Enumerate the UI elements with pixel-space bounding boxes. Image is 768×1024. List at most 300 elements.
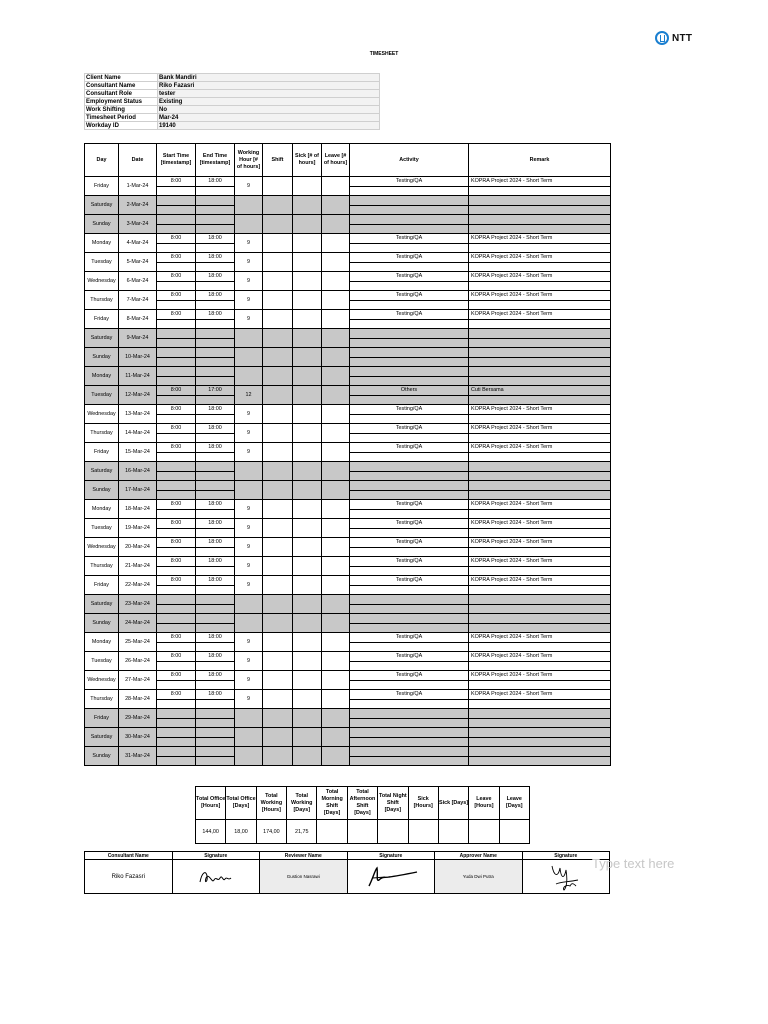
row-working-hours[interactable]	[235, 196, 263, 215]
row-end-time[interactable]	[196, 481, 235, 500]
row-start-time[interactable]	[157, 215, 196, 234]
row-working-hours[interactable]: 9	[235, 557, 263, 576]
row-leave[interactable]	[322, 500, 350, 519]
row-sick[interactable]	[293, 234, 322, 253]
row-sick[interactable]	[293, 709, 322, 728]
row-leave[interactable]	[322, 576, 350, 595]
row-sick[interactable]	[293, 690, 322, 709]
row-remark[interactable]	[469, 709, 611, 728]
row-end-time[interactable]: 18:00	[196, 671, 235, 690]
row-shift[interactable]	[263, 614, 293, 633]
signoff-header: Reviewer Name	[260, 852, 348, 860]
row-start-time[interactable]: 8:00	[157, 519, 196, 538]
row-start-time[interactable]: 8:00	[157, 405, 196, 424]
consultant-name: Riko Fazasri	[85, 860, 173, 894]
timesheet-row	[85, 652, 611, 671]
row-shift[interactable]	[263, 310, 293, 329]
row-start-time[interactable]: 8:00	[157, 253, 196, 272]
row-end-time[interactable]	[196, 215, 235, 234]
row-remark[interactable]	[469, 329, 611, 348]
row-sick[interactable]	[293, 424, 322, 443]
row-remark[interactable]: KOPRA Project 2024 - Short Term	[469, 424, 611, 443]
row-activity[interactable]	[350, 614, 469, 633]
row-date: 27-Mar-24	[119, 671, 157, 690]
row-working-hours[interactable]	[235, 462, 263, 481]
row-date: 13-Mar-24	[119, 405, 157, 424]
row-sick[interactable]	[293, 671, 322, 690]
row-sick[interactable]	[293, 652, 322, 671]
row-end-time[interactable]: 18:00	[196, 652, 235, 671]
row-date: 14-Mar-24	[119, 424, 157, 443]
row-leave[interactable]	[322, 557, 350, 576]
row-activity[interactable]: Testing/QA	[350, 253, 469, 272]
row-remark[interactable]	[469, 215, 611, 234]
row-working-hours[interactable]: 9	[235, 253, 263, 272]
row-start-time[interactable]	[157, 595, 196, 614]
row-remark[interactable]	[469, 614, 611, 633]
row-start-time[interactable]: 8:00	[157, 633, 196, 652]
row-start-time[interactable]: 8:00	[157, 424, 196, 443]
row-remark[interactable]: KOPRA Project 2024 - Short Term	[469, 272, 611, 291]
summary-values-row	[196, 820, 530, 844]
row-working-hours[interactable]	[235, 329, 263, 348]
row-shift[interactable]	[263, 329, 293, 348]
row-activity[interactable]: Testing/QA	[350, 291, 469, 310]
row-remark[interactable]: KOPRA Project 2024 - Short Term	[469, 671, 611, 690]
row-end-time[interactable]: 18:00	[196, 405, 235, 424]
row-end-time[interactable]: 18:00	[196, 557, 235, 576]
row-remark[interactable]: KOPRA Project 2024 - Short Term	[469, 690, 611, 709]
row-leave[interactable]	[322, 614, 350, 633]
row-activity[interactable]: Testing/QA	[350, 519, 469, 538]
info-value: Existing	[158, 98, 380, 106]
row-day: Thursday	[85, 424, 119, 443]
timesheet-row	[85, 595, 611, 614]
row-working-hours[interactable]: 9	[235, 538, 263, 557]
row-shift[interactable]	[263, 272, 293, 291]
row-working-hours[interactable]	[235, 595, 263, 614]
row-sick[interactable]	[293, 310, 322, 329]
row-leave[interactable]	[322, 310, 350, 329]
row-leave[interactable]	[322, 709, 350, 728]
timesheet-row	[85, 709, 611, 728]
row-leave[interactable]	[322, 177, 350, 196]
row-activity[interactable]: Testing/QA	[350, 500, 469, 519]
row-shift[interactable]	[263, 576, 293, 595]
row-sick[interactable]	[293, 196, 322, 215]
row-start-time[interactable]: 8:00	[157, 443, 196, 462]
row-day: Sunday	[85, 215, 119, 234]
row-day: Monday	[85, 234, 119, 253]
row-end-time[interactable]: 18:00	[196, 310, 235, 329]
row-end-time[interactable]: 18:00	[196, 177, 235, 196]
row-leave[interactable]	[322, 272, 350, 291]
row-start-time[interactable]: 8:00	[157, 291, 196, 310]
row-working-hours[interactable]: 9	[235, 310, 263, 329]
timesheet-row	[85, 234, 611, 253]
row-end-time[interactable]	[196, 329, 235, 348]
row-shift[interactable]	[263, 462, 293, 481]
row-leave[interactable]	[322, 329, 350, 348]
signoff-header: Signature	[172, 852, 260, 860]
row-shift[interactable]	[263, 291, 293, 310]
row-working-hours[interactable]: 9	[235, 690, 263, 709]
row-leave[interactable]	[322, 386, 350, 405]
row-leave[interactable]	[322, 348, 350, 367]
row-activity[interactable]: Testing/QA	[350, 538, 469, 557]
row-start-time[interactable]	[157, 329, 196, 348]
info-label: Workday ID	[85, 122, 158, 130]
timesheet-row	[85, 196, 611, 215]
row-shift[interactable]	[263, 690, 293, 709]
row-activity[interactable]: Testing/QA	[350, 633, 469, 652]
signoff-header: Signature	[522, 852, 610, 860]
row-activity[interactable]	[350, 728, 469, 747]
row-activity[interactable]: Testing/QA	[350, 443, 469, 462]
row-sick[interactable]	[293, 348, 322, 367]
row-day: Wednesday	[85, 272, 119, 291]
row-working-hours[interactable]	[235, 614, 263, 633]
row-sick[interactable]	[293, 462, 322, 481]
row-activity[interactable]: Testing/QA	[350, 576, 469, 595]
row-shift[interactable]	[263, 595, 293, 614]
row-shift[interactable]	[263, 557, 293, 576]
row-sick[interactable]	[293, 177, 322, 196]
document-title: TIMESHEET	[369, 51, 399, 57]
row-sick[interactable]	[293, 253, 322, 272]
row-activity[interactable]	[350, 367, 469, 386]
row-working-hours[interactable]: 9	[235, 671, 263, 690]
row-start-time[interactable]: 8:00	[157, 671, 196, 690]
row-sick[interactable]	[293, 481, 322, 500]
ntt-logo	[655, 30, 701, 46]
row-day: Saturday	[85, 462, 119, 481]
row-sick[interactable]	[293, 405, 322, 424]
row-activity[interactable]: Testing/QA	[350, 557, 469, 576]
row-sick[interactable]	[293, 500, 322, 519]
row-leave[interactable]	[322, 253, 350, 272]
info-label: Consultant Name	[85, 82, 158, 90]
row-sick[interactable]	[293, 272, 322, 291]
row-working-hours[interactable]	[235, 747, 263, 766]
row-end-time[interactable]: 18:00	[196, 576, 235, 595]
row-remark[interactable]	[469, 196, 611, 215]
row-start-time[interactable]	[157, 747, 196, 766]
row-sick[interactable]	[293, 329, 322, 348]
row-shift[interactable]	[263, 443, 293, 462]
row-end-time[interactable]: 18:00	[196, 234, 235, 253]
row-start-time[interactable]: 8:00	[157, 177, 196, 196]
row-activity[interactable]	[350, 709, 469, 728]
row-date: 23-Mar-24	[119, 595, 157, 614]
row-shift[interactable]	[263, 405, 293, 424]
row-shift[interactable]	[263, 519, 293, 538]
row-sick[interactable]	[293, 519, 322, 538]
row-activity[interactable]: Testing/QA	[350, 424, 469, 443]
row-activity[interactable]: Testing/QA	[350, 272, 469, 291]
row-sick[interactable]	[293, 728, 322, 747]
row-sick[interactable]	[293, 557, 322, 576]
row-leave[interactable]	[322, 519, 350, 538]
row-activity[interactable]: Testing/QA	[350, 671, 469, 690]
row-end-time[interactable]: 18:00	[196, 633, 235, 652]
row-start-time[interactable]	[157, 614, 196, 633]
row-day: Friday	[85, 709, 119, 728]
row-shift[interactable]	[263, 367, 293, 386]
row-working-hours[interactable]: 9	[235, 652, 263, 671]
row-start-time[interactable]	[157, 348, 196, 367]
row-activity[interactable]: Testing/QA	[350, 234, 469, 253]
row-start-time[interactable]: 8:00	[157, 576, 196, 595]
row-end-time[interactable]	[196, 462, 235, 481]
row-end-time[interactable]: 18:00	[196, 443, 235, 462]
row-remark[interactable]: KOPRA Project 2024 - Short Term	[469, 234, 611, 253]
row-sick[interactable]	[293, 386, 322, 405]
row-remark[interactable]	[469, 728, 611, 747]
row-end-time[interactable]: 18:00	[196, 519, 235, 538]
row-leave[interactable]	[322, 234, 350, 253]
row-leave[interactable]	[322, 443, 350, 462]
row-leave[interactable]	[322, 595, 350, 614]
row-end-time[interactable]: 18:00	[196, 538, 235, 557]
row-activity[interactable]: Testing/QA	[350, 690, 469, 709]
row-start-time[interactable]	[157, 462, 196, 481]
row-shift[interactable]	[263, 234, 293, 253]
row-start-time[interactable]: 8:00	[157, 386, 196, 405]
timesheet-row	[85, 519, 611, 538]
row-date: 19-Mar-24	[119, 519, 157, 538]
row-leave[interactable]	[322, 633, 350, 652]
row-end-time[interactable]	[196, 196, 235, 215]
row-remark[interactable]: KOPRA Project 2024 - Short Term	[469, 500, 611, 519]
row-leave[interactable]	[322, 671, 350, 690]
row-leave[interactable]	[322, 462, 350, 481]
row-date: 28-Mar-24	[119, 690, 157, 709]
row-leave[interactable]	[322, 424, 350, 443]
row-working-hours[interactable]: 9	[235, 234, 263, 253]
row-leave[interactable]	[322, 652, 350, 671]
row-working-hours[interactable]	[235, 709, 263, 728]
row-end-time[interactable]: 18:00	[196, 272, 235, 291]
col-date: Date	[119, 144, 157, 177]
row-remark[interactable]: KOPRA Project 2024 - Short Term	[469, 443, 611, 462]
row-end-time[interactable]	[196, 595, 235, 614]
row-day: Saturday	[85, 329, 119, 348]
row-start-time[interactable]	[157, 481, 196, 500]
row-remark[interactable]	[469, 481, 611, 500]
row-start-time[interactable]: 8:00	[157, 234, 196, 253]
row-remark[interactable]: KOPRA Project 2024 - Short Term	[469, 557, 611, 576]
row-working-hours[interactable]	[235, 481, 263, 500]
info-row	[85, 98, 380, 106]
row-end-time[interactable]	[196, 728, 235, 747]
timesheet-row	[85, 728, 611, 747]
row-activity[interactable]: Testing/QA	[350, 405, 469, 424]
row-remark[interactable]: KOPRA Project 2024 - Short Term	[469, 576, 611, 595]
row-shift[interactable]	[263, 424, 293, 443]
row-leave[interactable]	[322, 690, 350, 709]
row-activity[interactable]: Testing/QA	[350, 652, 469, 671]
summary-header: Total Night Shift [Days]	[378, 787, 408, 820]
reviewer-signature	[347, 860, 435, 894]
row-remark[interactable]	[469, 367, 611, 386]
row-remark[interactable]: KOPRA Project 2024 - Short Term	[469, 310, 611, 329]
row-end-time[interactable]: 18:00	[196, 690, 235, 709]
overlay-placeholder-text[interactable]: Type text here	[592, 856, 675, 871]
row-sick[interactable]	[293, 614, 322, 633]
row-start-time[interactable]: 8:00	[157, 500, 196, 519]
row-remark[interactable]: KOPRA Project 2024 - Short Term	[469, 519, 611, 538]
row-day: Saturday	[85, 196, 119, 215]
row-start-time[interactable]	[157, 196, 196, 215]
timesheet-row	[85, 500, 611, 519]
row-activity[interactable]	[350, 595, 469, 614]
row-start-time[interactable]	[157, 367, 196, 386]
row-start-time[interactable]: 8:00	[157, 652, 196, 671]
row-leave[interactable]	[322, 405, 350, 424]
ntt-ring-icon	[655, 31, 669, 45]
row-working-hours[interactable]	[235, 348, 263, 367]
row-working-hours[interactable]: 9	[235, 272, 263, 291]
row-date: 22-Mar-24	[119, 576, 157, 595]
row-shift[interactable]	[263, 652, 293, 671]
row-start-time[interactable]: 8:00	[157, 557, 196, 576]
row-sick[interactable]	[293, 595, 322, 614]
row-leave[interactable]	[322, 481, 350, 500]
row-remark[interactable]: KOPRA Project 2024 - Short Term	[469, 291, 611, 310]
row-remark[interactable]: Cuti Bersama	[469, 386, 611, 405]
row-activity[interactable]: Others	[350, 386, 469, 405]
row-shift[interactable]	[263, 481, 293, 500]
row-remark[interactable]: KOPRA Project 2024 - Short Term	[469, 538, 611, 557]
row-shift[interactable]	[263, 538, 293, 557]
row-working-hours[interactable]: 9	[235, 424, 263, 443]
row-working-hours[interactable]	[235, 215, 263, 234]
row-remark[interactable]	[469, 595, 611, 614]
row-start-time[interactable]: 8:00	[157, 272, 196, 291]
row-start-time[interactable]	[157, 728, 196, 747]
row-sick[interactable]	[293, 576, 322, 595]
row-day: Friday	[85, 443, 119, 462]
row-activity[interactable]	[350, 462, 469, 481]
row-working-hours[interactable]	[235, 728, 263, 747]
logo-text: NTT	[672, 32, 693, 44]
row-remark[interactable]: KOPRA Project 2024 - Short Term	[469, 405, 611, 424]
summary-header: Total Afternoon Shift [Days]	[347, 787, 377, 820]
row-end-time[interactable]: 17:00	[196, 386, 235, 405]
row-working-hours[interactable]: 9	[235, 500, 263, 519]
row-end-time[interactable]	[196, 614, 235, 633]
row-end-time[interactable]	[196, 747, 235, 766]
row-shift[interactable]	[263, 253, 293, 272]
row-activity[interactable]	[350, 747, 469, 766]
row-sick[interactable]	[293, 291, 322, 310]
row-remark[interactable]	[469, 348, 611, 367]
row-start-time[interactable]: 8:00	[157, 538, 196, 557]
row-leave[interactable]	[322, 367, 350, 386]
row-day: Saturday	[85, 728, 119, 747]
row-working-hours[interactable]: 12	[235, 386, 263, 405]
row-end-time[interactable]	[196, 367, 235, 386]
row-shift[interactable]	[263, 747, 293, 766]
row-remark[interactable]	[469, 462, 611, 481]
row-end-time[interactable]: 18:00	[196, 424, 235, 443]
row-sick[interactable]	[293, 443, 322, 462]
row-remark[interactable]: KOPRA Project 2024 - Short Term	[469, 633, 611, 652]
row-leave[interactable]	[322, 215, 350, 234]
row-activity[interactable]	[350, 481, 469, 500]
row-start-time[interactable]: 8:00	[157, 690, 196, 709]
row-activity[interactable]	[350, 196, 469, 215]
row-shift[interactable]	[263, 215, 293, 234]
info-row	[85, 82, 380, 90]
row-leave[interactable]	[322, 728, 350, 747]
row-working-hours[interactable]	[235, 367, 263, 386]
row-day: Monday	[85, 633, 119, 652]
row-end-time[interactable]: 18:00	[196, 291, 235, 310]
row-leave[interactable]	[322, 291, 350, 310]
row-activity[interactable]	[350, 329, 469, 348]
row-working-hours[interactable]: 9	[235, 576, 263, 595]
row-shift[interactable]	[263, 500, 293, 519]
row-end-time[interactable]: 18:00	[196, 253, 235, 272]
row-sick[interactable]	[293, 367, 322, 386]
row-working-hours[interactable]: 9	[235, 443, 263, 462]
row-shift[interactable]	[263, 671, 293, 690]
row-activity[interactable]: Testing/QA	[350, 310, 469, 329]
row-remark[interactable]: KOPRA Project 2024 - Short Term	[469, 177, 611, 196]
row-remark[interactable]	[469, 747, 611, 766]
row-start-time[interactable]	[157, 709, 196, 728]
row-shift[interactable]	[263, 386, 293, 405]
row-activity[interactable]	[350, 215, 469, 234]
row-end-time[interactable]	[196, 709, 235, 728]
row-shift[interactable]	[263, 177, 293, 196]
row-end-time[interactable]	[196, 348, 235, 367]
summary-header: Total Office [Days]	[226, 787, 256, 820]
row-sick[interactable]	[293, 215, 322, 234]
row-shift[interactable]	[263, 196, 293, 215]
row-working-hours[interactable]: 9	[235, 177, 263, 196]
row-shift[interactable]	[263, 633, 293, 652]
row-start-time[interactable]: 8:00	[157, 310, 196, 329]
row-activity[interactable]: Testing/QA	[350, 177, 469, 196]
row-sick[interactable]	[293, 633, 322, 652]
row-working-hours[interactable]: 9	[235, 291, 263, 310]
signoff-row	[85, 860, 610, 894]
row-shift[interactable]	[263, 348, 293, 367]
row-sick[interactable]	[293, 538, 322, 557]
row-leave[interactable]	[322, 538, 350, 557]
row-remark[interactable]: KOPRA Project 2024 - Short Term	[469, 253, 611, 272]
row-date: 1-Mar-24	[119, 177, 157, 196]
row-shift[interactable]	[263, 709, 293, 728]
row-shift[interactable]	[263, 728, 293, 747]
row-day: Tuesday	[85, 519, 119, 538]
timesheet-row	[85, 633, 611, 652]
row-leave[interactable]	[322, 196, 350, 215]
row-leave[interactable]	[322, 747, 350, 766]
row-working-hours[interactable]: 9	[235, 633, 263, 652]
row-working-hours[interactable]: 9	[235, 519, 263, 538]
summary-value	[499, 820, 529, 844]
timesheet-row	[85, 291, 611, 310]
row-working-hours[interactable]: 9	[235, 405, 263, 424]
row-sick[interactable]	[293, 747, 322, 766]
row-activity[interactable]	[350, 348, 469, 367]
row-end-time[interactable]: 18:00	[196, 500, 235, 519]
row-remark[interactable]: KOPRA Project 2024 - Short Term	[469, 652, 611, 671]
